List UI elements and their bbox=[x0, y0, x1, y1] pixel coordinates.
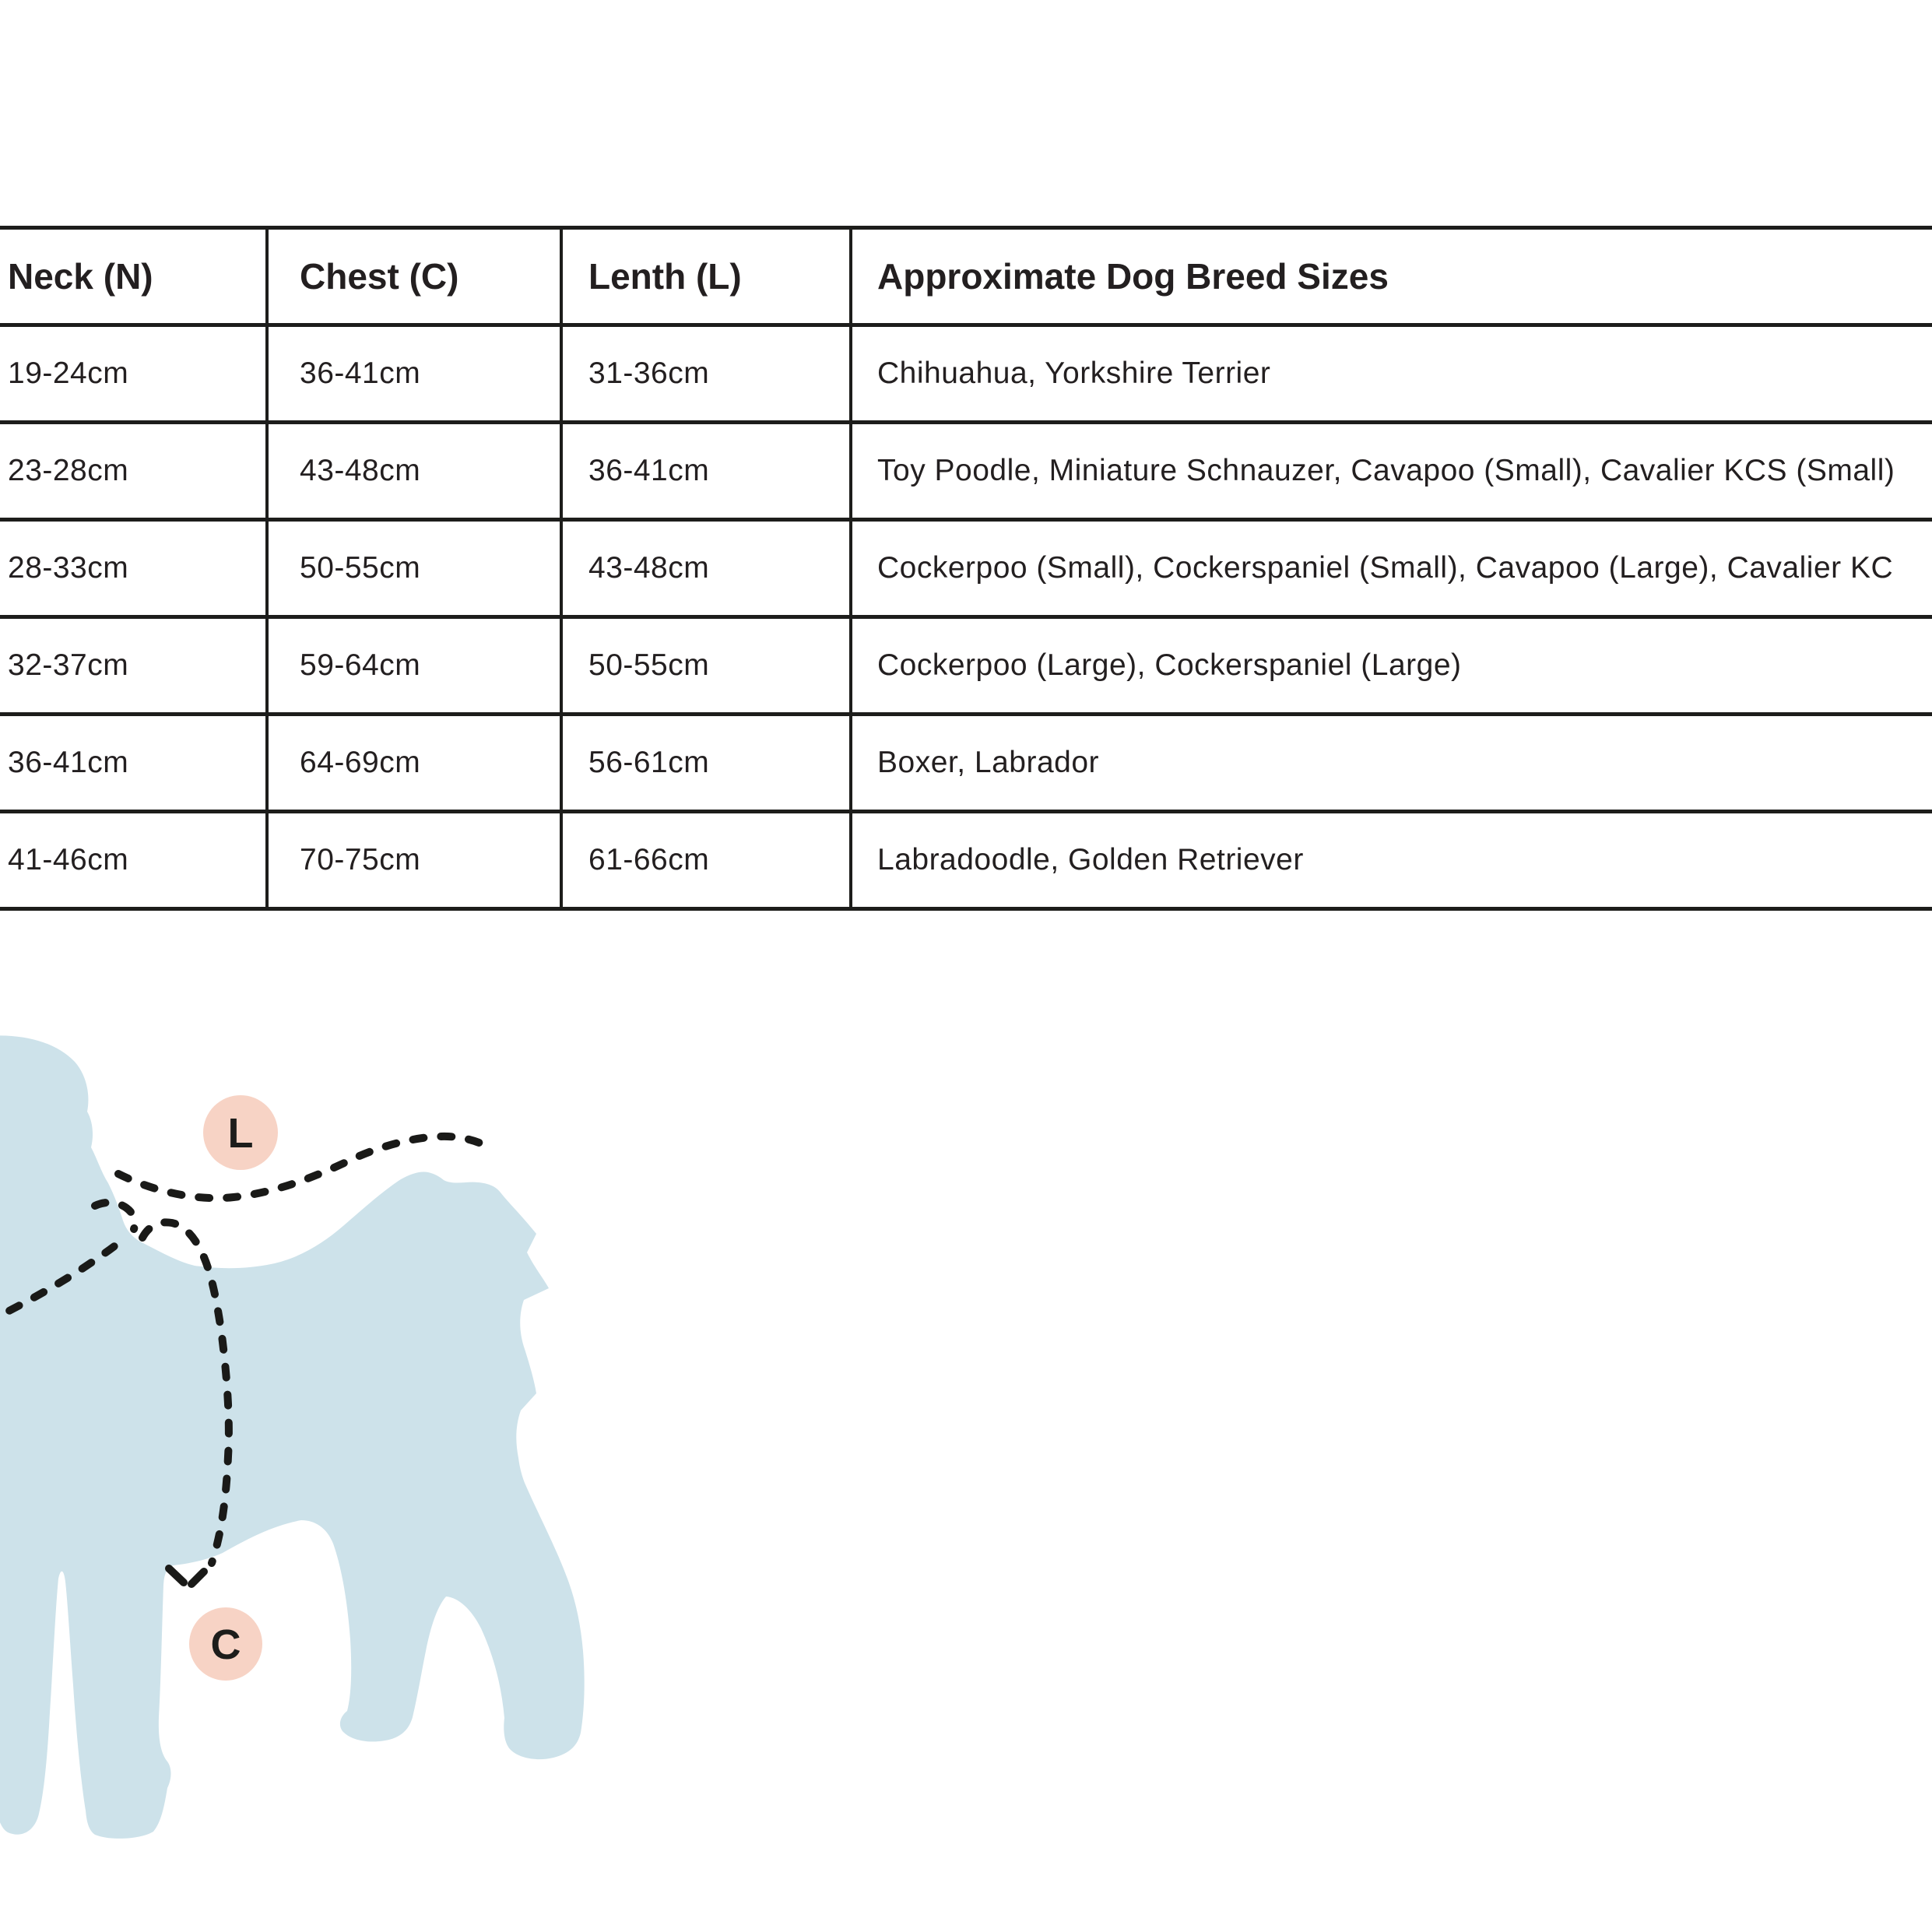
cell-breeds: Toy Poodle, Miniature Schnauzer, Cavapoo (Small), Cavalier KCS (Small) bbox=[849, 424, 1932, 518]
cell-length: 43-48cm bbox=[560, 522, 849, 615]
cell-neck: 32-37cm bbox=[8, 648, 129, 682]
cell-neck: 23-28cm bbox=[8, 454, 129, 487]
cell-neck: 28-33cm bbox=[8, 551, 129, 585]
cell-chest: 64-69cm bbox=[265, 716, 560, 810]
column-header-chest: Chest (C) bbox=[265, 230, 560, 323]
cell-breeds: Cockerpoo (Large), Cockerspaniel (Large) bbox=[849, 619, 1932, 712]
cell-length: 56-61cm bbox=[560, 716, 849, 810]
column-header-length: Lenth (L) bbox=[560, 230, 849, 323]
cell-length: 31-36cm bbox=[560, 327, 849, 420]
cell-length: 36-41cm bbox=[560, 424, 849, 518]
cell-breeds: Cockerpoo (Small), Cockerspaniel (Small), Cavapoo (Large), Cavalier KC bbox=[849, 522, 1932, 615]
cell-chest: 43-48cm bbox=[265, 424, 560, 518]
dog-silhouette bbox=[0, 1035, 585, 1839]
cell-neck: 36-41cm bbox=[8, 746, 129, 779]
cell-chest: 50-55cm bbox=[265, 522, 560, 615]
column-header-breeds: Approximate Dog Breed Sizes bbox=[849, 230, 1932, 323]
cell-chest: 59-64cm bbox=[265, 619, 560, 712]
chest-badge-label: C bbox=[210, 1621, 241, 1668]
length-badge-label: L bbox=[227, 1110, 254, 1157]
cell-chest: 36-41cm bbox=[265, 327, 560, 420]
column-header-neck: Neck (N) bbox=[8, 256, 153, 297]
cell-breeds: Labradoodle, Golden Retriever bbox=[849, 813, 1932, 907]
cell-length: 61-66cm bbox=[560, 813, 849, 907]
cell-breeds: Chihuahua, Yorkshire Terrier bbox=[849, 327, 1932, 420]
chest-arrowhead bbox=[169, 1568, 204, 1584]
cell-breeds: Boxer, Labrador bbox=[849, 716, 1932, 810]
cell-neck: 19-24cm bbox=[8, 357, 129, 390]
cell-neck: 41-46cm bbox=[8, 843, 129, 876]
cell-chest: 70-75cm bbox=[265, 813, 560, 907]
cell-length: 50-55cm bbox=[560, 619, 849, 712]
